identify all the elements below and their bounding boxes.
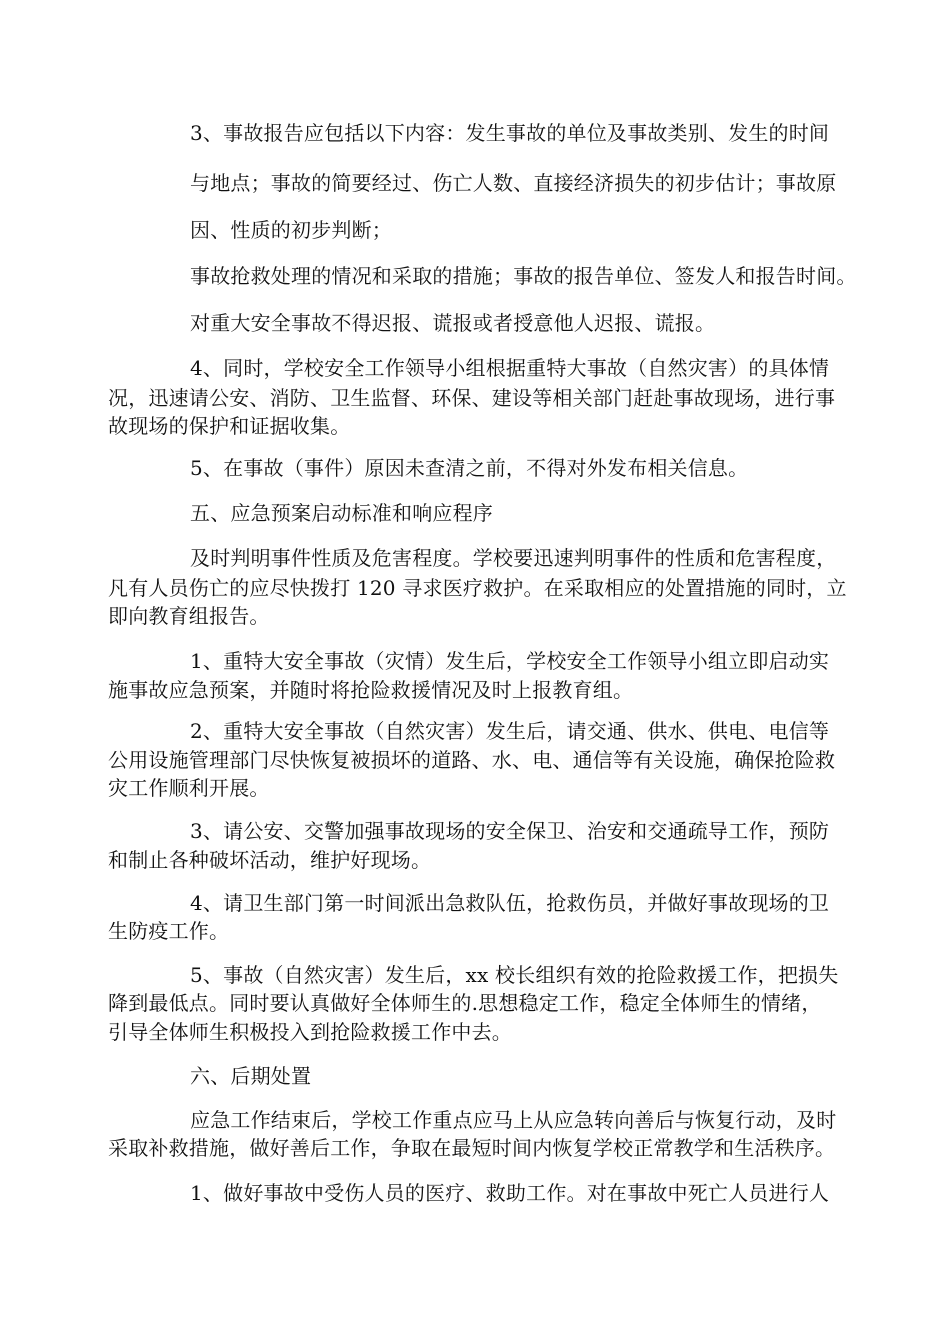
text-line: 凡有人员伤亡的应尽快拨打 120 寻求医疗救护。在采取相应的处置措施的同时，立 — [108, 576, 847, 600]
text-line: 降到最低点。同时要认真做好全体师生的.思想稳定工作，稳定全体师生的情绪， — [108, 991, 822, 1015]
text-line: 4、同时，学校安全工作领导小组根据重特大事故（自然灾害）的具体情 — [190, 356, 830, 380]
text-line: 3、事故报告应包括以下内容：发生事故的单位及事故类别、发生的时间 — [190, 121, 830, 145]
text-line: 及时判明事件性质及危害程度。学校要迅速判明事件的性质和危害程度， — [190, 546, 837, 570]
text-line: 引导全体师生积极投入到抢险救援工作中去。 — [108, 1020, 512, 1044]
text-line: 1、做好事故中受伤人员的医疗、救助工作。对在事故中死亡人员进行人 — [190, 1181, 830, 1205]
text-line: 况，迅速请公安、消防、卫生监督、环保、建设等相关部门赶赴事故现场，进行事 — [108, 386, 836, 410]
text-line: 采取补救措施，做好善后工作，争取在最短时间内恢复学校正常教学和生活秩序。 — [108, 1136, 836, 1160]
text-line: 施事故应急预案，并随时将抢险救援情况及时上报教育组。 — [108, 678, 634, 702]
section-heading: 五、应急预案启动标准和响应程序 — [190, 501, 493, 525]
text-line: 事故抢救处理的情况和采取的措施；事故的报告单位、签发人和报告时间。 — [190, 264, 857, 288]
section-heading: 六、后期处置 — [190, 1064, 312, 1088]
text-line: 生防疫工作。 — [108, 919, 230, 943]
text-line: 和制止各种破坏活动，维护好现场。 — [108, 848, 432, 872]
text-line: 与地点；事故的简要经过、伤亡人数、直接经济损失的初步估计；事故原 — [190, 171, 837, 195]
text-line: 故现场的保护和证据收集。 — [108, 414, 351, 438]
text-line: 因、性质的初步判断； — [190, 218, 392, 242]
text-line: 灾工作顺利开展。 — [108, 776, 270, 800]
text-line: 5、事故（自然灾害）发生后，xx 校长组织有效的抢险救援工作，把损失 — [190, 963, 839, 987]
text-line: 对重大安全事故不得迟报、谎报或者授意他人迟报、谎报。 — [190, 311, 716, 335]
text-line: 1、重特大安全事故（灾情）发生后，学校安全工作领导小组立即启动实 — [190, 649, 830, 673]
text-line: 2、重特大安全事故（自然灾害）发生后，请交通、供水、供电、电信等 — [190, 719, 830, 743]
text-line: 3、请公安、交警加强事故现场的安全保卫、治安和交通疏导工作，预防 — [190, 819, 830, 843]
text-line: 应急工作结束后，学校工作重点应马上从应急转向善后与恢复行动，及时 — [190, 1108, 837, 1132]
text-line: 公用设施管理部门尽快恢复被损坏的道路、水、电、通信等有关设施，确保抢险救 — [108, 748, 836, 772]
text-line: 5、在事故（事件）原因未查清之前，不得对外发布相关信息。 — [190, 456, 749, 480]
text-line: 即向教育组报告。 — [108, 604, 270, 628]
text-line: 4、请卫生部门第一时间派出急救队伍，抢救伤员，并做好事故现场的卫 — [190, 891, 830, 915]
